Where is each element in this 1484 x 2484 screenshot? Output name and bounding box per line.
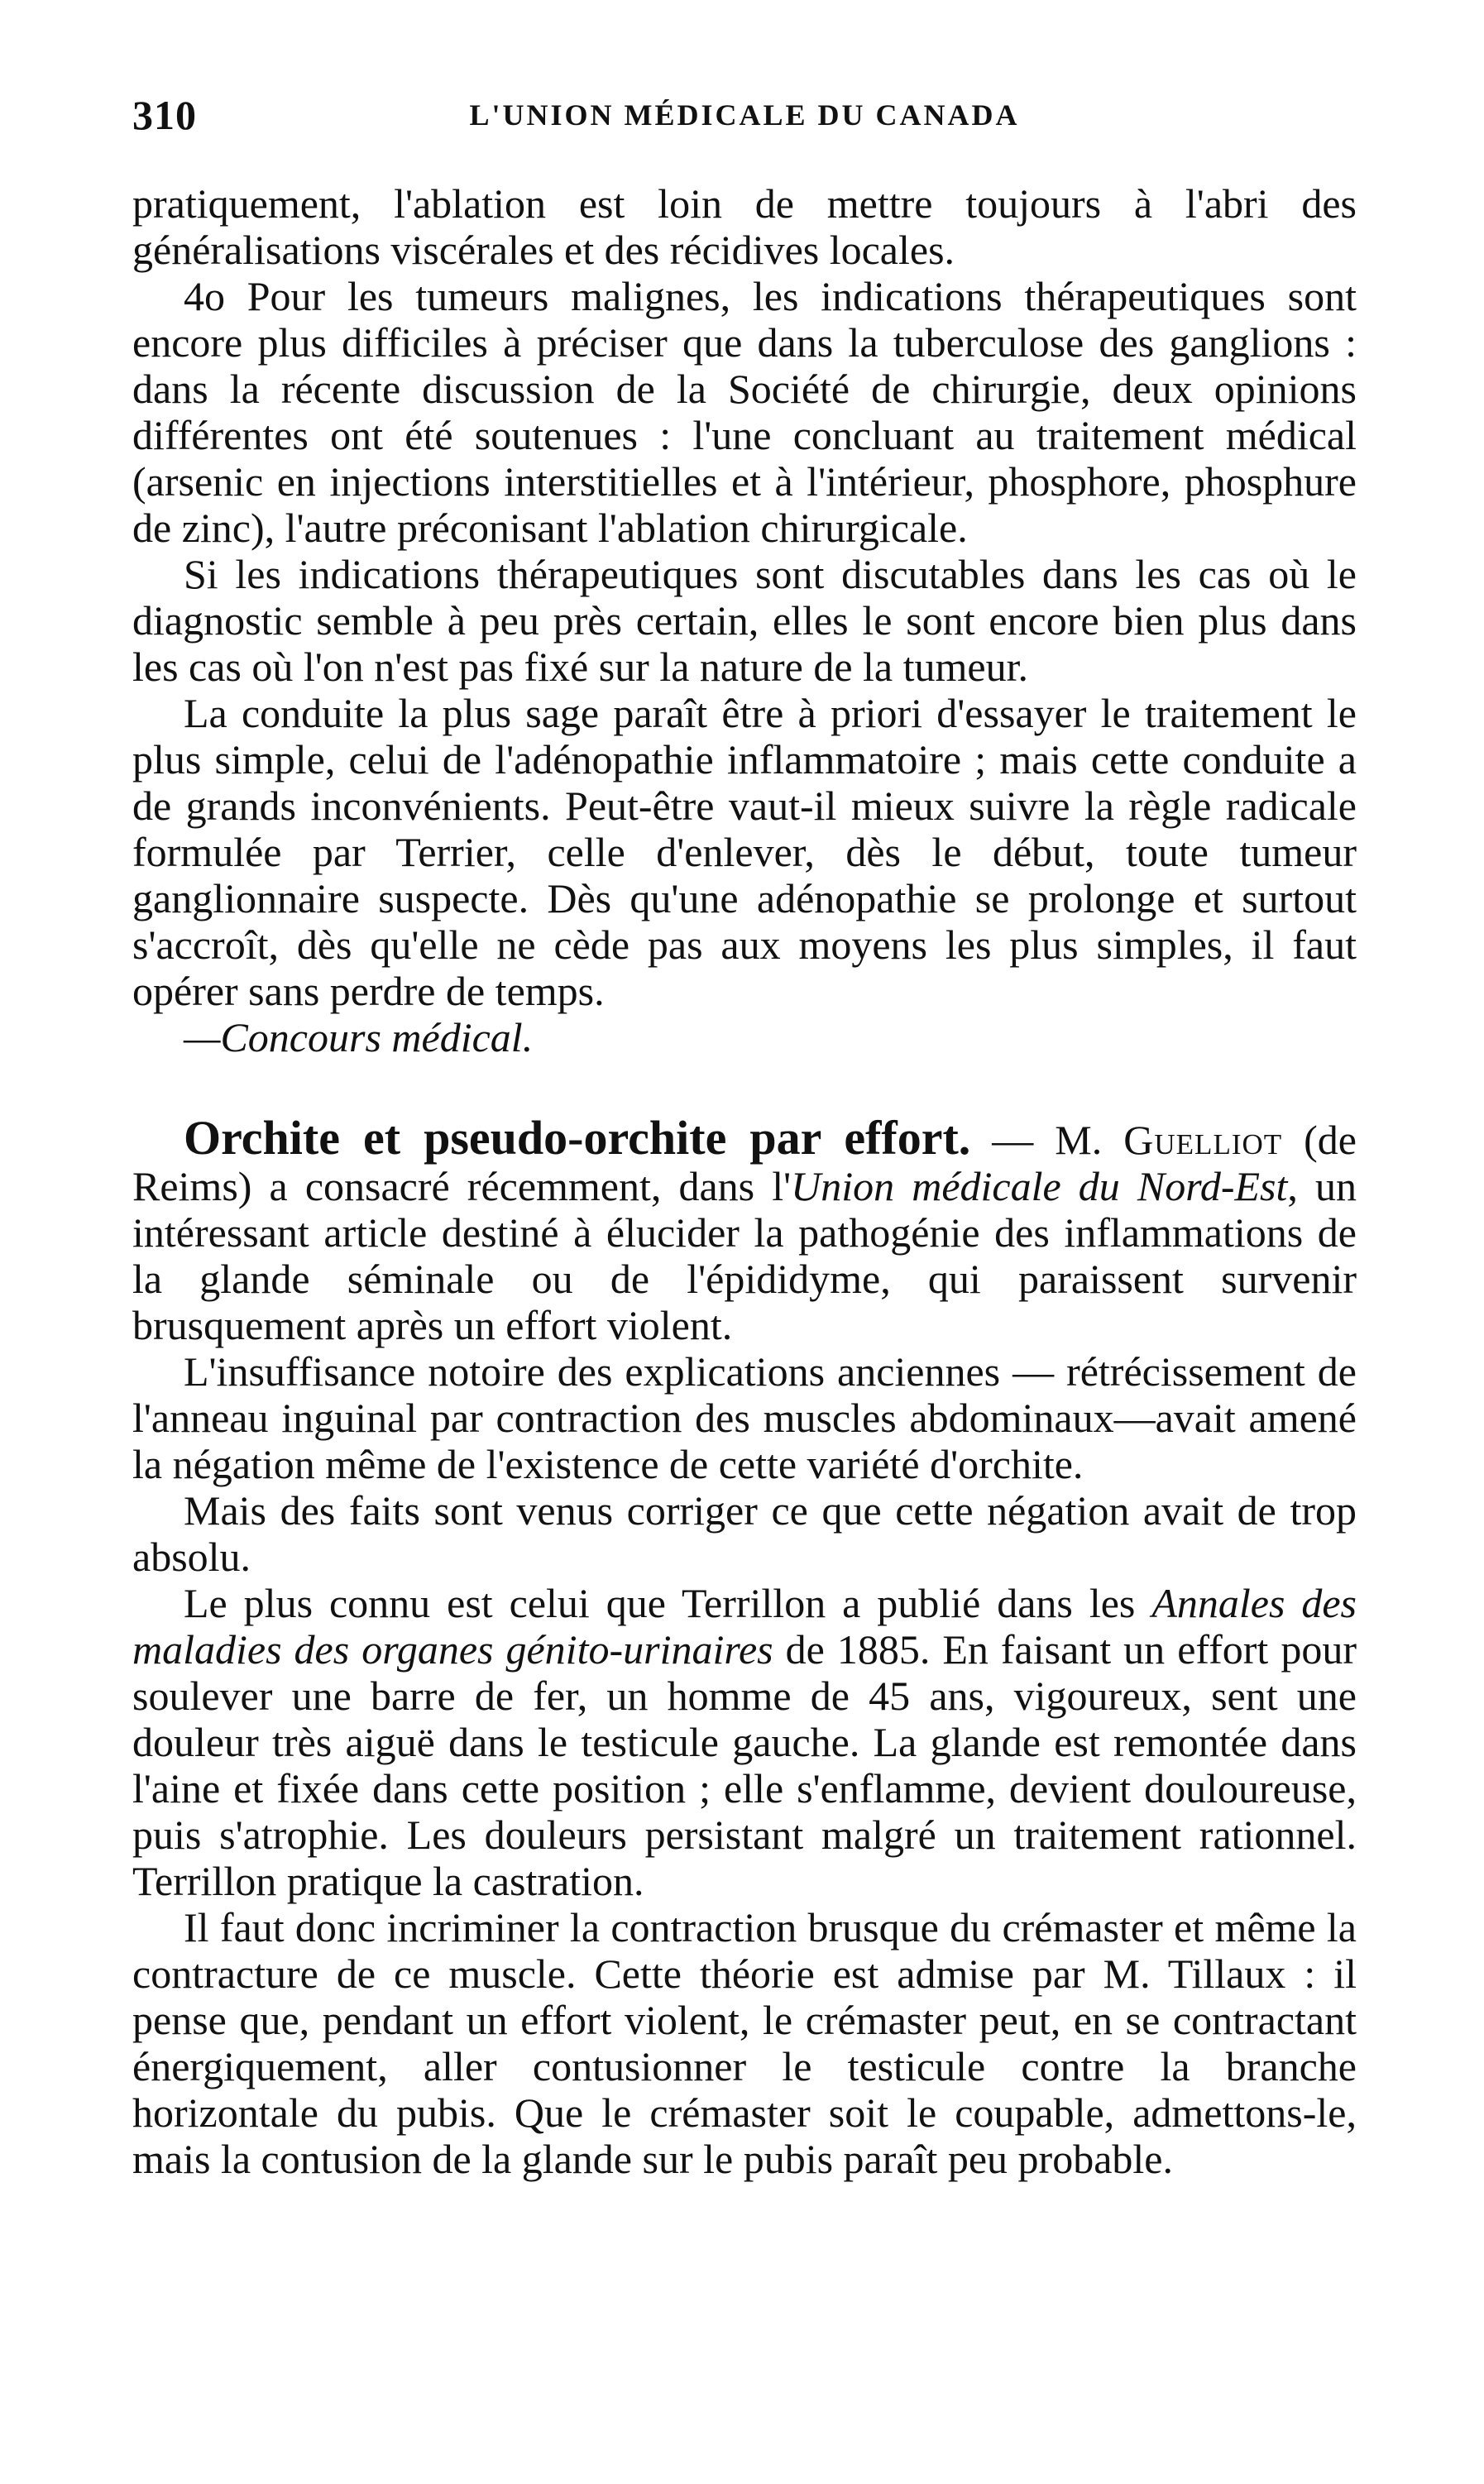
article-author: Guelliot	[1123, 1117, 1283, 1163]
terrillon-text-b: de 1885. En faisant un effort pour soulever une barre de fer, un homme de 45 ans, vigoureux, sent une douleur très aiguë dans le testicule gauche. La glande est remontée dans l'aine et fixée dans cette position ; elle s'enflamme, devient douloureuse, puis s'atrophie. Les douleurs persistant malgré un traitement rationnel. Terrillon pratique la castration.	[132, 1626, 1357, 1904]
paragraph-terrillon-case	[132, 1580, 1357, 1904]
intro-text-a: (de Reims) a consacré récemment, dans l'	[132, 1117, 1357, 1209]
paragraph-facts: Mais des faits sont venus corriger ce que cette négation avait de trop absolu.	[132, 1487, 1357, 1580]
paragraph-old-explanations: L'insuffisance notoire des explications anciennes — rétrécissement de l'anneau inguinal par contraction des muscles abdominaux—avait amené la négation même de l'existence de cette variété d'orchite.	[132, 1348, 1357, 1487]
journal-name: Union médicale du Nord-Est	[791, 1163, 1288, 1209]
article-title: Orchite et pseudo-orchite par effort.	[184, 1111, 971, 1165]
article-intro-paragraph	[132, 1111, 1357, 1348]
page-number: 310	[132, 92, 197, 138]
paragraph-conduct: La conduite la plus sage paraît être à priori d'essayer le traitement le plus simple, celui de l'adénopathie inflammatoire ; mais cette conduite a de grands inconvénients. Peut-être vaut-il mieux suivre la règle radicale formulée par Terrier, celle d'enlever, dès le début, toute tumeur ganglionnaire suspecte. Dès qu'une adénopathie se prolonge et surtout s'accroît, dès qu'elle ne cède pas aux moyens les plus simples, il faut opérer sans perdre de temps.	[132, 690, 1357, 1014]
paragraph-cremaster-theory: Il faut donc incriminer la contraction brusque du crémaster et même la contracture de ce muscle. Cette théorie est admise par M. Tillaux : il pense que, pendant un effort violent, le crémaster peut, en se contractant énergiquement, aller contusionner le testicule contre la branche horizontale du pubis. Que le crémaster soit le coupable, admettons-le, mais la contusion de la glande sur le pubis paraît peu probable.	[132, 1904, 1357, 2182]
section-spacer	[132, 1060, 1357, 1115]
paragraph-malignant-tumors: 4o Pour les tumeurs malignes, les indications thérapeutiques sont encore plus difficiles à préciser que dans la tuberculose des ganglions : dans la récente discussion de la Société de chirurgie, deux opinions différentes ont été soutenues : l'une concluant au traitement médical (arsenic en injections interstitielles et à l'intérieur, phosphore, phosphure de zinc), l'autre préconisant l'ablation chirurgicale.	[132, 273, 1357, 551]
page-header	[132, 91, 1357, 141]
source-citation: —Concours médical.	[184, 1014, 534, 1060]
title-dash: — M.	[970, 1117, 1124, 1163]
page-body	[132, 180, 1357, 2182]
intro-text-b: , un intéressant article destiné à élucider la pathogénie des inflammations de la glande séminale ou de l'épididyme, qui paraissent survenir brusquement après un effort violent.	[132, 1163, 1357, 1348]
running-title: L'UNION MÉDICALE DU CANADA	[469, 98, 1020, 132]
paragraph-continuation: pratiquement, l'ablation est loin de mettre toujours à l'abri des généralisations viscérales et des récidives locales.	[132, 180, 1357, 273]
paragraph-indications: Si les indications thérapeutiques sont discutables dans les cas où le diagnostic semble à peu près certain, elles le sont encore bien plus dans les cas où l'on n'est pas fixé sur la nature de la tumeur.	[132, 551, 1357, 690]
annales-journal-name: Annales des maladies des organes génito-urinaires	[132, 1580, 1357, 1673]
terrillon-text-a: Le plus connu est celui que Terrillon a publié dans les	[184, 1580, 1152, 1626]
